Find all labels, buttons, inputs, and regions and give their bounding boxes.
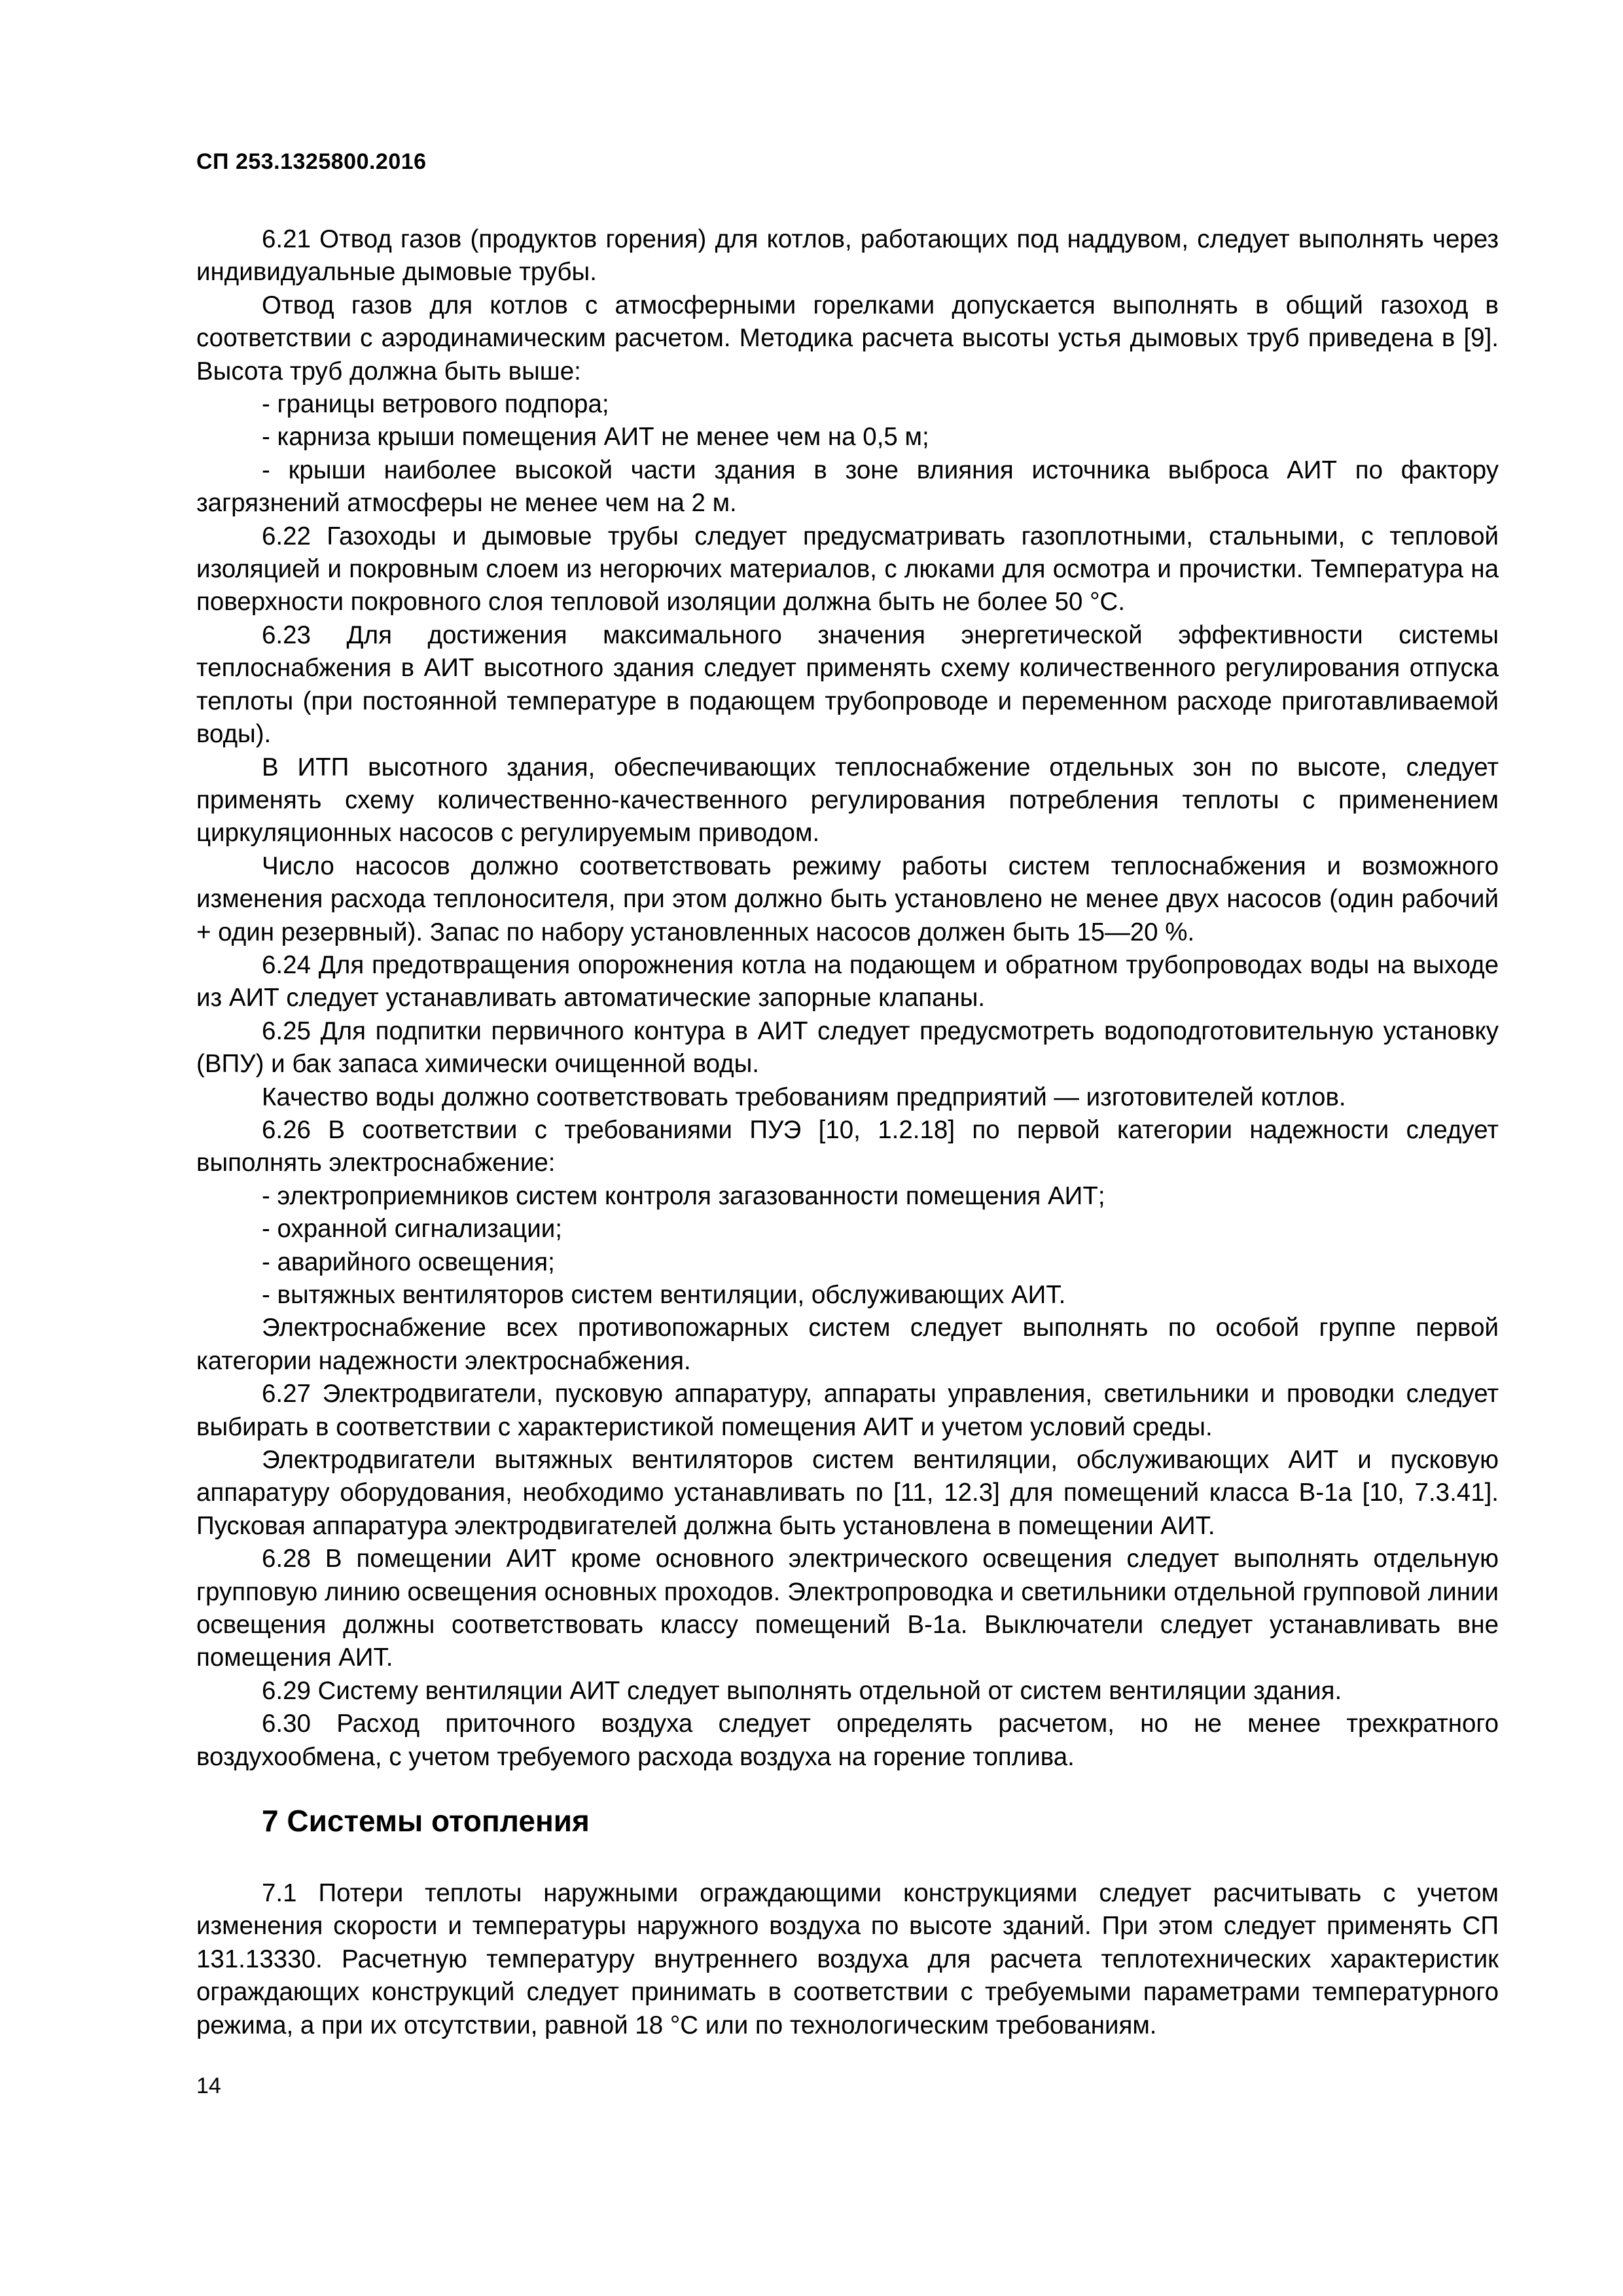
paragraph-itp: В ИТП высотного здания, обеспечивающих теплоснабжение отдельных зон по высоте, следует применять схему количественно-качественного регулирования потребления теплоты с применением циркуляционных насосов с регулируемым приводом. — [196, 753, 1499, 848]
paragraph-6-24: 6.24 Для предотвращения опорожнения котла на подающем и обратном трубопроводах воды на выходе из АИТ следует устанавливать автоматические запорные клапаны. — [196, 950, 1499, 1013]
paragraph-water-quality: Качество воды должно соответствовать требованиям предприятий — изготовителей котлов. — [262, 1083, 1346, 1111]
list-item: - аварийного освещения; — [262, 1247, 555, 1276]
list-item: - карниза крыши помещения АИТ не менее чем на 0,5 м; — [262, 423, 929, 452]
paragraph-7-1: 7.1 Потери теплоты наружными ограждающими конструкциями следует расчитывать с учетом изменения скорости и температуры наружного воздуха по высоте зданий. При этом следует применять СП 131.13330. Расчетную температуру внутреннего воздуха для расчета теплотехнических характеристик ограждающих конструкций следует принимать в соответствии с требуемыми параметрами температурного режима, а при их отсутствии, равной 18 °С или по технологическим требованиям. — [196, 1879, 1499, 2039]
list-item: - электроприемников систем контроля загазованности помещения АИТ; — [262, 1181, 1105, 1210]
paragraph-6-30: 6.30 Расход приточного воздуха следует определять расчетом, но не менее трехкратного воздухообмена, с учетом требуемого расхода воздуха на горение топлива. — [196, 1710, 1499, 1771]
paragraph-pumps: Число насосов должно соответствовать режиму работы систем теплоснабжения и возможного изменения расхода теплоносителя, при этом должно быть установлено не менее двух насосов (один рабочий + один резервный). Запас по набору установленных насосов должен быть 15—20 %. — [196, 852, 1499, 946]
section-title: 7 Системы отопления — [262, 1804, 590, 1838]
page-number: 14 — [196, 2073, 221, 2098]
list-item: - границы ветрового подпора; — [262, 390, 609, 419]
list-item: - крыши наиболее высокой части здания в зоне влияния источника выброса АИТ по фактору загрязнений атмосферы не менее чем на 2 м. — [196, 456, 1499, 518]
paragraph-gas-exhaust: Отвод газов для котлов с атмосферными горелками допускается выполнять в общий газоход в соответствии с аэродинамическим расчетом. Методика расчета высоты устья дымовых труб приведена в [9]. Высота труб должна быть выше: — [196, 291, 1499, 386]
paragraph-6-28: 6.28 В помещении АИТ кроме основного электрического освещения следует выполнять отдельную групповую линию освещения основных проходов. Электропроводка и светильники отдельной групповой линии освещения должны соответствовать классу помещений В-1а. Выключатели следует устанавливать вне помещения АИТ. — [196, 1545, 1499, 1672]
paragraph-6-27: 6.27 Электродвигатели, пусковую аппаратуру, аппараты управления, светильники и проводки следует выбирать в соответствии с характеристикой помещения АИТ и учетом условий среды. — [196, 1380, 1499, 1441]
paragraph-6-23: 6.23 Для достижения максимального значения энергетической эффективности системы теплоснабжения в АИТ высотного здания следует применять схему количественного регулирования отпуска теплоты (при постоянной температуре в подающем трубопроводе и переменном расходе приготавливаемой воды). — [196, 620, 1499, 749]
paragraph-6-26: 6.26 В соответствии с требованиями ПУЭ [10, 1.2.18] по первой категории надежности следует выполнять электроснабжение: — [196, 1115, 1499, 1177]
paragraph-6-29: 6.29 Систему вентиляции АИТ следует выполнять отдельной от систем вентиляции здания. — [262, 1676, 1342, 1705]
paragraph-6-25: 6.25 Для подпитки первичного контура в АИТ следует предусмотреть водоподготовительную установку (ВПУ) и бак запаса химически очищенной воды. — [196, 1016, 1499, 1079]
section-6-body — [196, 223, 1499, 1774]
section-7-body — [196, 1877, 1499, 2042]
paragraph-motors: Электродвигатели вытяжных вентиляторов систем вентиляции, обслуживающих АИТ и пусковую аппаратуру оборудования, необходимо устанавливать по [11, 12.3] для помещений класса В-1а [10, 7.3.41]. Пусковая аппаратура электродвигателей должна быть установлена в помещении АИТ. — [196, 1446, 1499, 1540]
paragraph-6-21: 6.21 Отвод газов (продуктов горения) для котлов, работающих под наддувом, следует выполнять через индивидуальные дымовые трубы. — [196, 225, 1499, 287]
list-item: - охранной сигнализации; — [262, 1215, 562, 1244]
paragraph-6-22: 6.22 Газоходы и дымовые трубы следует предусматривать газоплотными, стальными, с тепловой изоляцией и покровным слоем из негорючих материалов, с люками для осмотра и прочистки. Температура на поверхности покровного слоя тепловой изоляции должна быть не более 50 °С. — [196, 522, 1499, 617]
document-code: СП 253.1325800.2016 — [196, 149, 427, 174]
paragraph-fire-systems: Электроснабжение всех противопожарных систем следует выполнять по особой группе первой категории надежности электроснабжения. — [196, 1314, 1499, 1375]
list-item: - вытяжных вентиляторов систем вентиляции, обслуживающих АИТ. — [262, 1281, 1066, 1309]
